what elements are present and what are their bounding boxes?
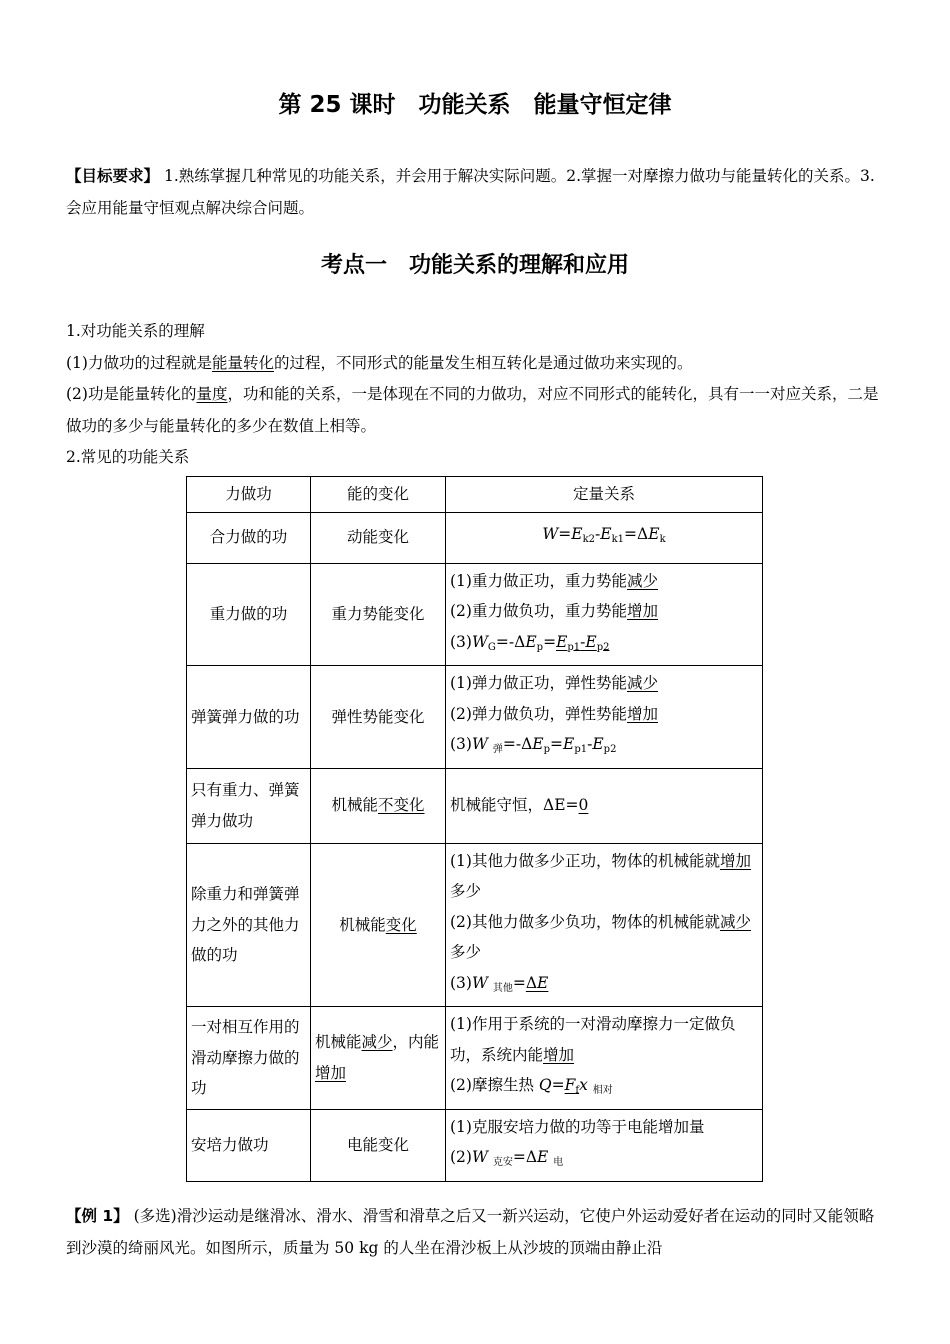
cell-relation: (1)弹力做正功，弹性势能减少 (2)弹力做负功，弹性势能增加 (3)W $_弹=-\Delta E_p=E_{p1}-E_{p2}$ (446, 666, 763, 769)
understanding-heading: 1.对功能关系的理解 (66, 322, 205, 340)
cell-change: 重力势能变化 (311, 563, 446, 666)
objectives-text: 1.熟练掌握几种常见的功能关系，并会用于解决实际问题。2.掌握一对摩擦力做功与能量转化的关系。3.会应用能量守恒观点解决综合问题。 (66, 167, 875, 217)
table-row (187, 1007, 763, 1110)
cell-relation: (1)其他力做多少正功，物体的机械能就增加多少 (2)其他力做多少负功，物体的机械能就减少多少 (3)W $_{其他}$=ΔE (446, 843, 763, 1007)
cell-force: 安培力做功 (187, 1109, 311, 1181)
table-row (187, 563, 763, 666)
cell-change: 机械能减少，内能增加 (311, 1007, 446, 1110)
header-change: 能的变化 (311, 477, 446, 513)
cell-change: 机械能不变化 (311, 768, 446, 843)
table-header-row (187, 477, 763, 513)
common-heading: 2.常见的功能关系 (66, 448, 190, 466)
lesson-title: 第 25 课时 功能关系 能量守恒定律 (278, 92, 672, 118)
header-force: 力做功 (187, 477, 311, 513)
cell-relation: (1)作用于系统的一对滑动摩擦力一定做负功，系统内能增加 (2)摩擦生热 $Q=F_fx$ $_{相对}$ (446, 1007, 763, 1110)
table-row (187, 512, 763, 563)
cell-force: 一对相互作用的滑动摩擦力做的功 (187, 1007, 311, 1110)
cell-relation: (1)重力做正功，重力势能减少 (2)重力做负功，重力势能增加 $(3)W_G=-\Delta E_p=E_{p1}-E_{p2}$ (446, 563, 763, 666)
cell-force: 只有重力、弹簧弹力做功 (187, 768, 311, 843)
cell-force: 合力做的功 (187, 512, 311, 563)
cell-change: 动能变化 (311, 512, 446, 563)
objectives-tag: 【目标要求】 (66, 167, 160, 185)
table-row (187, 1109, 763, 1181)
example-text: (多选)滑沙运动是继滑冰、滑水、滑雪和滑草之后又一新兴运动，它使户外运动爱好者在运动的同时又能领略到沙漠的绮丽风光。如图所示，质量为 50 kg 的人坐在滑沙板上从沙坡的顶端由静止沿 (66, 1207, 875, 1257)
objectives-paragraph (66, 160, 886, 224)
cell-relation: (1)克服安培力做的功等于电能增加量 (2)W $_{克安}$=ΔE $_电$ (446, 1109, 763, 1181)
example-1 (66, 1200, 882, 1264)
cell-change: 弹性势能变化 (311, 666, 446, 769)
example-tag: 【例 1】 (66, 1207, 129, 1225)
understanding-point-1: (1)力做功的过程就是能量转化的过程，不同形式的能量发生相互转化是通过做功来实现的。 (66, 353, 693, 372)
cell-force: 弹簧弹力做的功 (187, 666, 311, 769)
function-energy-table (186, 476, 763, 1182)
cell-relation: 机械能守恒，ΔE=0 (446, 768, 763, 843)
table-row (187, 843, 763, 1007)
understanding-section (66, 316, 882, 474)
cell-relation: $W=E_{k2}-E_{k1}=\Delta E_k$ (446, 512, 763, 563)
cell-force: 除重力和弹簧弹力之外的其他力做的功 (187, 843, 311, 1007)
header-relation: 定量关系 (446, 477, 763, 513)
table-row (187, 768, 763, 843)
table-row (187, 666, 763, 769)
cell-change: 电能变化 (311, 1109, 446, 1181)
cell-force: 重力做的功 (187, 563, 311, 666)
section-title: 考点一 功能关系的理解和应用 (320, 253, 629, 278)
cell-change: 机械能变化 (311, 843, 446, 1007)
understanding-point-2: (2)功是能量转化的量度，功和能的关系，一是体现在不同的力做功，对应不同形式的能转化，具有一一对应关系，二是做功的多少与能量转化的多少在数值上相等。 (66, 385, 879, 435)
